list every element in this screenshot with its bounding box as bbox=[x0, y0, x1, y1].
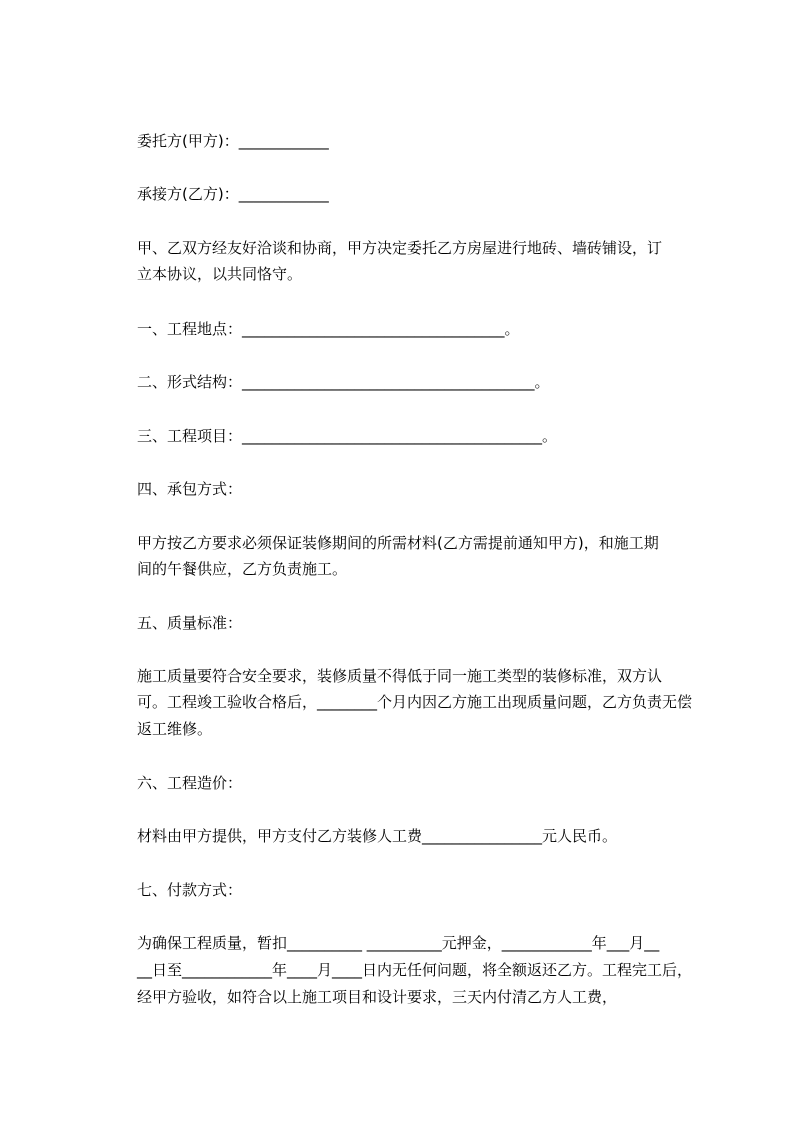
item-5-title: 五、质量标准： bbox=[137, 614, 243, 632]
client-party-line: 委托方(甲方)：____________ bbox=[137, 132, 329, 150]
item-6-title: 六、工程造价： bbox=[137, 774, 243, 792]
item-7-line-1: 为确保工程质量，暂扣__________ __________元押金，____________年___月__ bbox=[137, 934, 660, 952]
item-4-line-1: 甲方按乙方要求必须保证装修期间的所需材料(乙方需提前通知甲方)，和施工期 bbox=[137, 534, 659, 552]
item-5-line-3: 返工维修。 bbox=[137, 720, 213, 738]
item-7-line-3: 经甲方验收，如符合以上施工项目和设计要求，三天内付清乙方人工费， bbox=[137, 988, 618, 1006]
contractor-party-line: 承接方(乙方)：____________ bbox=[137, 185, 329, 203]
item-3-project: 三、工程项目：________________________________________。 bbox=[137, 427, 558, 445]
item-7-title: 七、付款方式： bbox=[137, 881, 243, 899]
item-5-line-2: 可。工程竣工验收合格后，________个月内因乙方施工出现质量问题，乙方负责无偿 bbox=[137, 693, 693, 711]
intro-line-2: 立本协议，以共同恪守。 bbox=[137, 265, 303, 283]
item-2-structure: 二、形式结构：_______________________________________。 bbox=[137, 373, 550, 391]
item-4-line-2: 间的午餐供应，乙方负责施工。 bbox=[137, 560, 348, 578]
item-4-title: 四、承包方式： bbox=[137, 480, 243, 498]
item-7-line-2: __日至____________年____月____日内无任何问题，将全额返还乙方。工程完工后， bbox=[137, 961, 693, 979]
intro-line-1: 甲、乙双方经友好洽谈和协商，甲方决定委托乙方房屋进行地砖、墙砖铺设，订 bbox=[137, 239, 663, 257]
item-6-line-1: 材料由甲方提供，甲方支付乙方装修人工费________________元人民币。 bbox=[137, 827, 618, 845]
item-1-location: 一、工程地点：___________________________________。 bbox=[137, 320, 520, 338]
item-5-line-1: 施工质量要符合安全要求，装修质量不得低于同一施工类型的装修标准，双方认 bbox=[137, 667, 663, 685]
